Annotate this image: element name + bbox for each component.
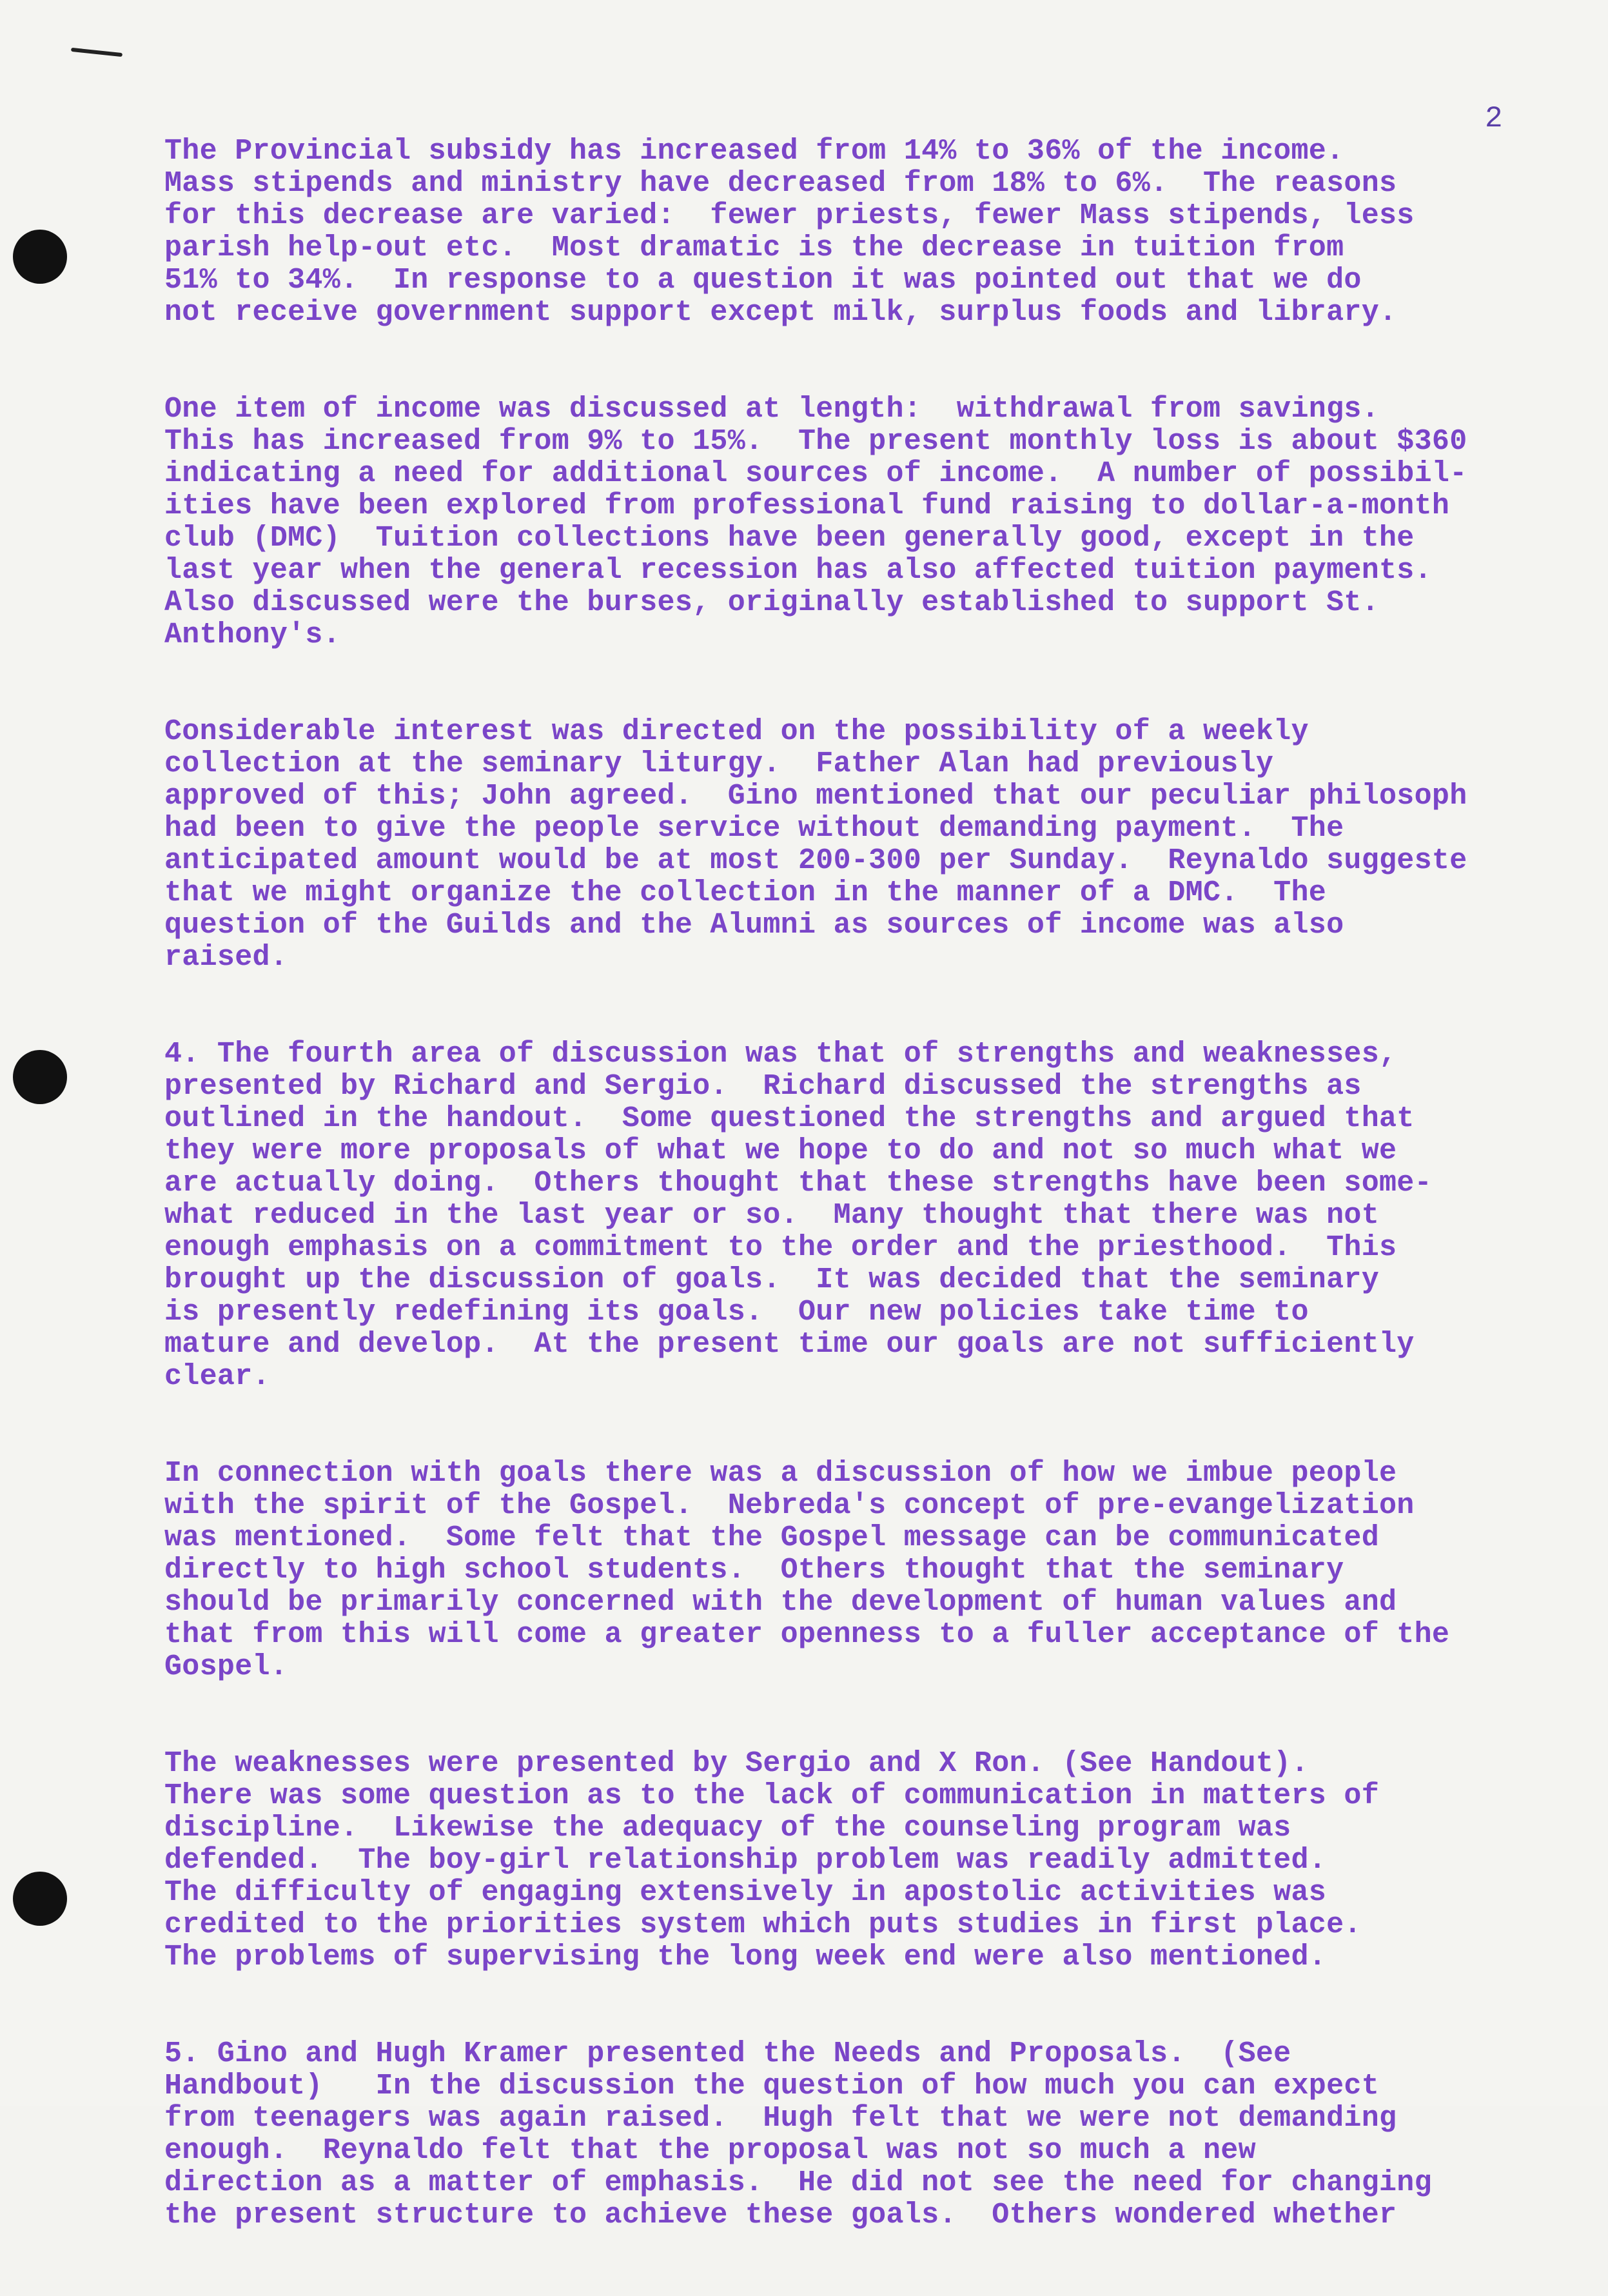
text-line: approved of this; John agreed. Gino mentioned that our peculiar philosoph — [164, 780, 1467, 813]
text-line: Anthony's. — [164, 619, 341, 651]
text-line: In connection with goals there was a discussion of how we imbue people — [164, 1457, 1397, 1490]
text-line: One item of income was discussed at length: withdrawal from savings. — [164, 393, 1380, 426]
text-line: with the spirit of the Gospel. Nebreda's concept of pre-evangelization — [164, 1489, 1415, 1522]
text-line: Mass stipends and ministry have decreased from 18% to 6%. The reasons — [164, 167, 1397, 200]
text-line: what reduced in the last year or so. Many thought that there was not — [164, 1199, 1380, 1232]
text-line: direction as a matter of emphasis. He did not see the need for changing — [164, 2166, 1432, 2199]
text-line: The problems of supervising the long week end were also mentioned. — [164, 1941, 1327, 1974]
text-line: This has increased from 9% to 15%. The present monthly loss is about $360 — [164, 425, 1467, 458]
text-line: the present structure to achieve these goals. Others wondered whether — [164, 2199, 1397, 2232]
text-line: parish help-out etc. Most dramatic is the decrease in tuition from — [164, 232, 1344, 264]
text-line: Gospel. — [164, 1650, 288, 1683]
text-line: defended. The boy-girl relationship problem was readily admitted. — [164, 1844, 1327, 1877]
text-line: should be primarily concerned with the development of human values and — [164, 1586, 1397, 1619]
text-line: enough. Reynaldo felt that the proposal was not so much a new — [164, 2134, 1256, 2167]
punch-hole-top — [13, 230, 67, 284]
text-line: collection at the seminary liturgy. Father Alan had previously — [164, 747, 1274, 780]
text-line: outlined in the handout. Some questioned the strengths and argued that — [164, 1102, 1415, 1135]
paragraph — [164, 2038, 1608, 2232]
text-line: 4. The fourth area of discussion was that of strengths and weaknesses, — [164, 1038, 1397, 1071]
text-line: ities have been explored from professional fund raising to dollar-a-month — [164, 490, 1450, 522]
text-line: are actually doing. Others thought that these strengths have been some- — [164, 1167, 1432, 1200]
text-line: question of the Guilds and the Alumni as sources of income was also — [164, 909, 1344, 942]
text-line: anticipated amount would be at most 200-300 per Sunday. Reynaldo suggeste — [164, 844, 1467, 877]
text-line: had been to give the people service without demanding payment. The — [164, 812, 1344, 845]
text-line: Handbout) In the discussion the question of how much you can expect — [164, 2070, 1380, 2103]
paragraph — [164, 393, 1608, 651]
text-line: There was some question as to the lack of communication in matters of — [164, 1779, 1380, 1812]
text-line: was mentioned. Some felt that the Gospel message can be communicated — [164, 1521, 1380, 1554]
text-line: they were more proposals of what we hope to do and not so much what we — [164, 1134, 1397, 1167]
paragraph — [164, 1458, 1608, 1683]
punch-hole-bottom — [13, 1872, 67, 1926]
paragraph — [164, 1038, 1608, 1393]
text-line: enough emphasis on a commitment to the order and the priesthood. This — [164, 1231, 1397, 1264]
text-line: last year when the general recession has also affected tuition payments. — [164, 554, 1432, 587]
text-line: indicating a need for additional sources of income. A number of possibil- — [164, 457, 1467, 490]
text-line: club (DMC) Tuition collections have been generally good, except in the — [164, 522, 1415, 555]
text-line: brought up the discussion of goals. It was decided that the seminary — [164, 1263, 1380, 1296]
text-line: The Provincial subsidy has increased from 14% to 36% of the income. — [164, 135, 1344, 168]
text-line: Considerable interest was directed on the possibility of a weekly — [164, 715, 1309, 748]
text-line: for this decrease are varied: fewer priests, fewer Mass stipends, less — [164, 199, 1415, 232]
paragraph — [164, 1748, 1608, 1974]
text-line: is presently redefining its goals. Our new policies take time to — [164, 1296, 1309, 1329]
text-line: clear. — [164, 1360, 270, 1393]
punch-hole-middle — [13, 1050, 67, 1104]
text-line: 51% to 34%. In response to a question it was pointed out that we do — [164, 264, 1362, 297]
ink-mark — [71, 48, 123, 57]
text-line: raised. — [164, 941, 288, 974]
paragraph — [164, 716, 1608, 974]
typed-text-body — [164, 135, 1608, 2296]
text-line: not receive government support except milk, surplus foods and library. — [164, 296, 1397, 329]
text-line: Also discussed were the burses, originally established to support St. — [164, 586, 1380, 619]
text-line: directly to high school students. Others thought that the seminary — [164, 1554, 1344, 1587]
text-line: that from this will come a greater openness to a fuller acceptance of the — [164, 1618, 1450, 1651]
text-line: The difficulty of engaging extensively in apostolic activities was — [164, 1876, 1327, 1909]
text-line: discipline. Likewise the adequacy of the counseling program was — [164, 1812, 1291, 1845]
paragraph — [164, 135, 1608, 329]
text-line: presented by Richard and Sergio. Richard discussed the strengths as — [164, 1070, 1362, 1103]
text-line: The weaknesses were presented by Sergio and X Ron. (See Handout). — [164, 1747, 1309, 1780]
page-number: 2 — [1485, 102, 1503, 135]
text-line: mature and develop. At the present time our goals are not sufficiently — [164, 1328, 1415, 1361]
text-line: from teenagers was again raised. Hugh felt that we were not demanding — [164, 2102, 1397, 2135]
text-line: that we might organize the collection in the manner of a DMC. The — [164, 876, 1327, 909]
text-line: 5. Gino and Hugh Kramer presented the Needs and Proposals. (See — [164, 2037, 1291, 2070]
text-line: credited to the priorities system which puts studies in first place. — [164, 1908, 1362, 1941]
